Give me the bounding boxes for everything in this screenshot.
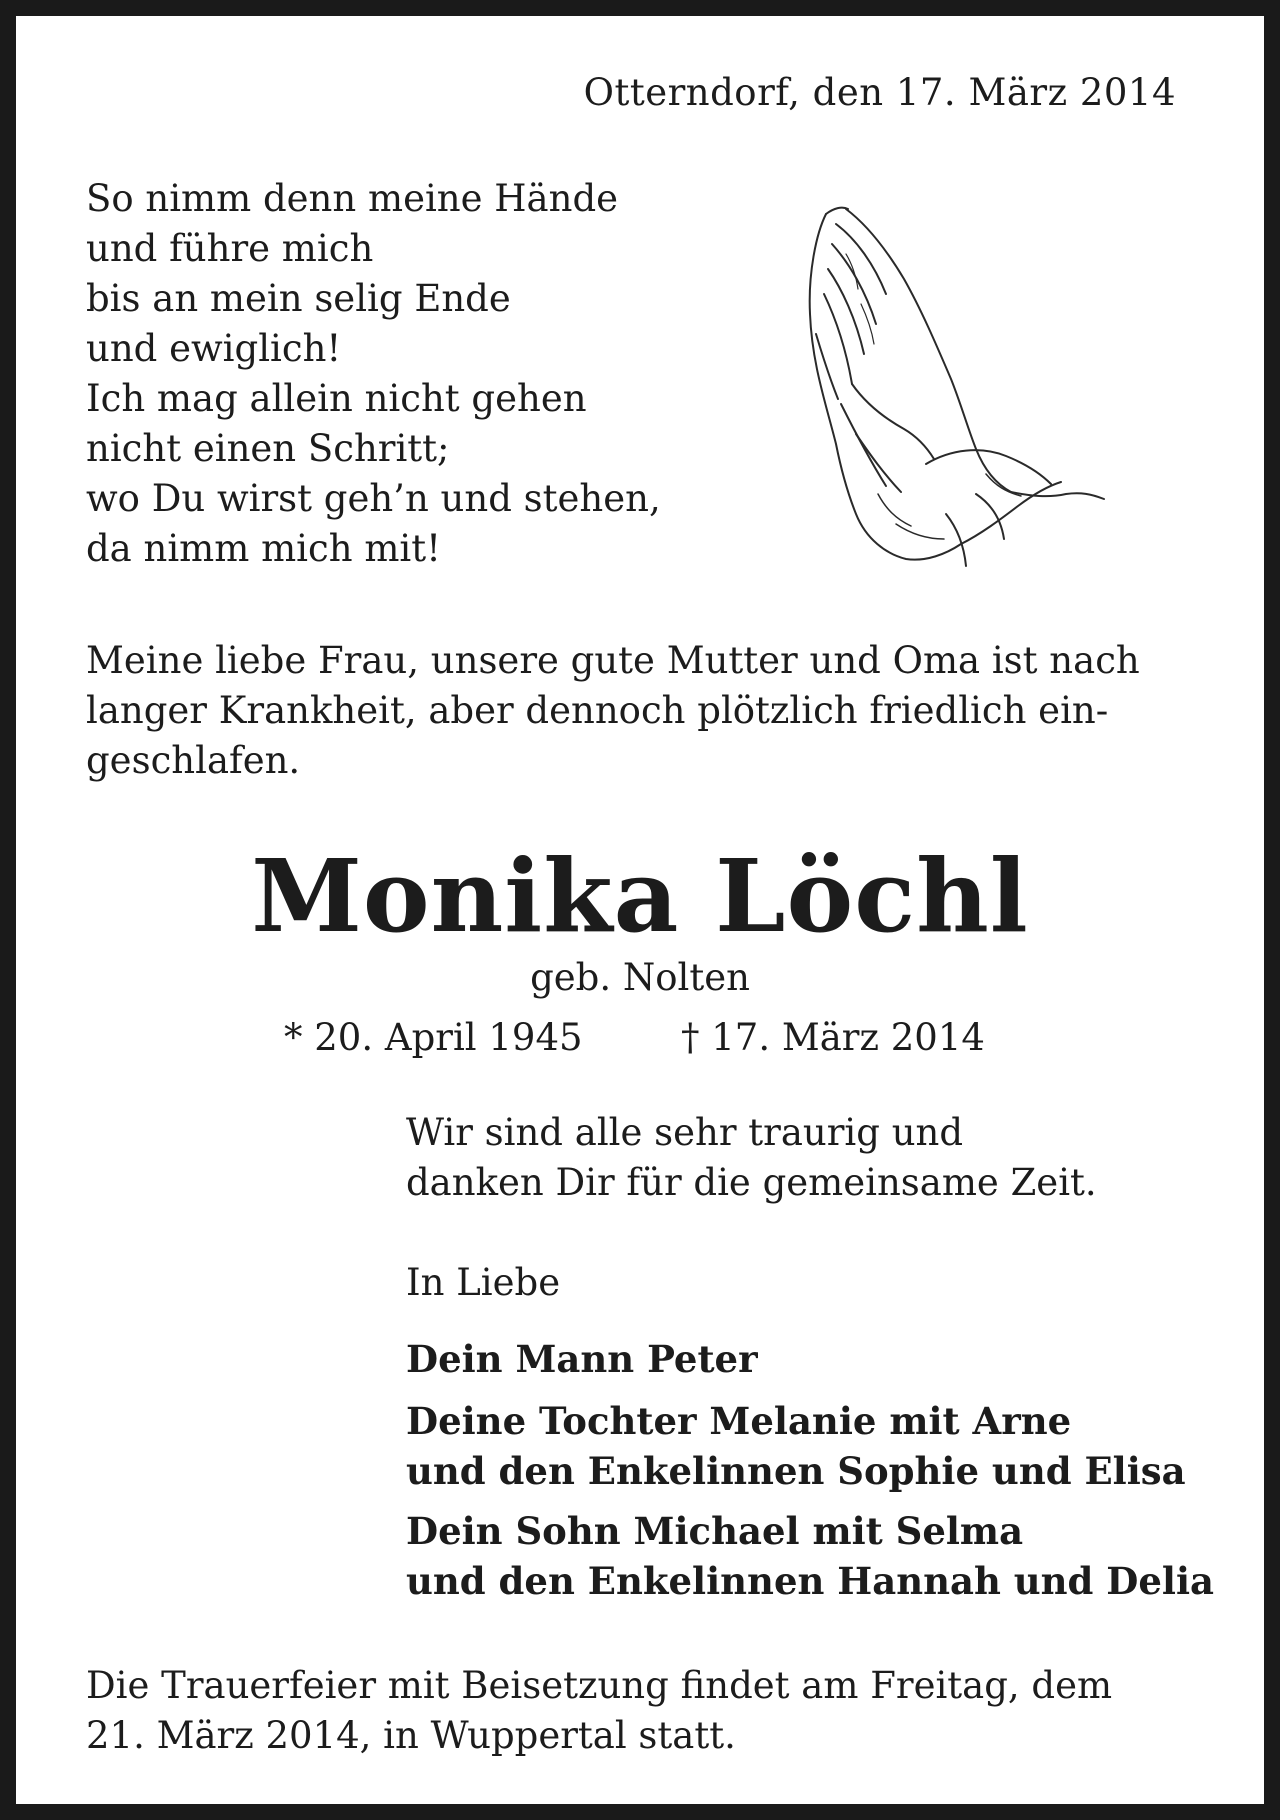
poem-line: nicht einen Schritt; <box>86 427 450 470</box>
poem-line: und führe mich <box>86 227 374 270</box>
closing-love: In Liebe <box>406 1261 561 1304</box>
poem-line: da nimm mich mit! <box>86 527 441 570</box>
family-line: Dein Sohn Michael mit Selma <box>406 1509 1024 1553</box>
family-line: Dein Mann Peter <box>406 1337 758 1381</box>
deceased-name: Monika Löchl <box>251 837 1029 955</box>
intro-text <box>86 636 1140 786</box>
thanks-line: danken Dir für die gemeinsame Zeit. <box>406 1161 1097 1204</box>
death-date: † 17. März 2014 <box>681 1016 985 1059</box>
birth-date: * 20. April 1945 <box>284 1016 583 1059</box>
poem-line: bis an mein selig Ende <box>86 277 511 320</box>
poem-line: So nimm denn meine Hände <box>86 177 619 220</box>
family-line: und den Enkelinnen Sophie und Elisa <box>406 1449 1186 1493</box>
family-group <box>406 1396 1186 1496</box>
intro-line: geschlafen. <box>86 739 301 782</box>
poem-line: Ich mag allein nicht gehen <box>86 377 587 420</box>
funeral-info <box>86 1661 1112 1761</box>
poem-line: wo Du wirst geh’n und stehen, <box>86 477 661 520</box>
maiden-name: geb. Nolten <box>530 956 750 999</box>
poem <box>86 174 661 574</box>
family-line: und den Enkelinnen Hannah und Delia <box>406 1559 1215 1603</box>
thanks-text <box>406 1108 1097 1208</box>
obituary-card <box>16 16 1264 1804</box>
intro-line: Meine liebe Frau, unsere gute Mutter und Oma ist nach <box>86 639 1140 682</box>
funeral-line: Die Trauerfeier mit Beisetzung findet am Freitag, dem <box>86 1664 1113 1707</box>
place-date: Otterndorf, den 17. März 2014 <box>583 71 1176 114</box>
poem-line: und ewiglich! <box>86 327 342 370</box>
praying-hands-icon <box>786 194 1126 594</box>
thanks-line: Wir sind alle sehr traurig und <box>406 1111 964 1154</box>
intro-line: langer Krankheit, aber dennoch plötzlich friedlich ein- <box>86 689 1109 732</box>
family-group <box>406 1506 1214 1606</box>
funeral-line: 21. März 2014, in Wuppertal statt. <box>86 1714 736 1757</box>
family-group <box>406 1334 758 1384</box>
family-line: Deine Tochter Melanie mit Arne <box>406 1399 1072 1443</box>
